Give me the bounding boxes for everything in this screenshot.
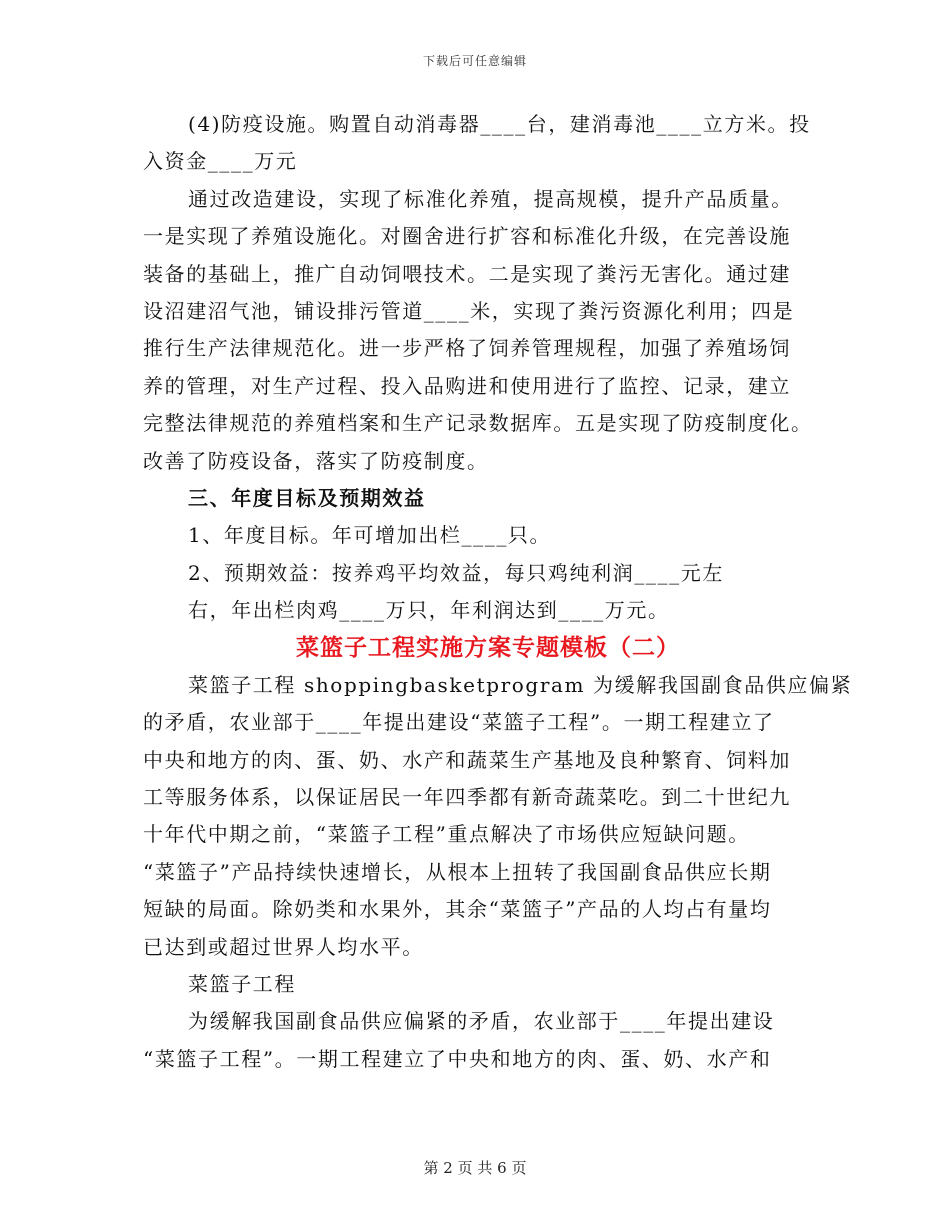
paragraph-1-line: 装备的基础上，推广自动饲喂技术。二是实现了粪污无害化。通过建 bbox=[143, 261, 791, 286]
page-footer: 第 2 页 共 6 页 bbox=[423, 1159, 527, 1177]
paragraph-2-line: “菜篮子”产品持续快速增长，从根本上扭转了我国副食品供应长期 bbox=[143, 859, 772, 884]
paragraph-3-line: 为缓解我国副食品供应偏紧的矛盾，农业部于____年提出建设 bbox=[188, 1009, 775, 1034]
page-header: 下载后可任意编辑 bbox=[422, 54, 527, 68]
document-body bbox=[143, 106, 853, 1078]
paragraph-1-line: 通过改造建设，实现了标准化养殖，提高规模，提升产品质量。 bbox=[188, 186, 793, 211]
paragraph-1-line: 一是实现了养殖设施化。对圈舍进行扩容和标准化升级，在完善设施 bbox=[143, 224, 791, 249]
paragraph-2-line: 短缺的局面。除奶类和水果外，其余“菜篮子”产品的人均占有量均 bbox=[143, 897, 772, 922]
paragraph-2-line: 菜篮子工程 shoppingbasketprogram 为缓解我国副食品供应偏紧 bbox=[188, 672, 853, 697]
paragraph-2-line: 十年代中期之前，“菜篮子工程”重点解决了市场供应短缺问题。 bbox=[143, 822, 750, 847]
subheading: 菜篮子工程 bbox=[188, 971, 296, 996]
section-title: 菜篮子工程实施方案专题模板（二） bbox=[296, 634, 680, 662]
paragraph-1-line: 推行生产法律规范化。进一步严格了饲养管理规程，加强了养殖场饲 bbox=[143, 336, 791, 361]
paragraph-1-line: 改善了防疫设备，落实了防疫制度。 bbox=[143, 448, 489, 473]
annual-goal-item: 1、年度目标。年可增加出栏____只。 bbox=[188, 523, 552, 548]
paragraph-2-line: 的矛盾，农业部于____年提出建设“菜篮子工程”。一期工程建立了 bbox=[143, 710, 775, 735]
paragraph-2-line: 已达到或超过世界人均水平。 bbox=[143, 934, 424, 959]
paragraph-3-line: “菜篮子工程”。一期工程建立了中央和地方的肉、蛋、奶、水产和 bbox=[143, 1046, 772, 1071]
expected-benefit-line-2: 右，年出栏肉鸡____万只，年利润达到____万元。 bbox=[188, 598, 670, 623]
expected-benefit-line-1: 2、预期效益：按养鸡平均效益，每只鸡纯利润____元左 bbox=[188, 560, 724, 585]
paragraph-1-line: 养的管理，对生产过程、投入品购进和使用进行了监控、记录，建立 bbox=[143, 373, 791, 398]
section-heading-3: 三、年度目标及预期效益 bbox=[188, 485, 426, 510]
item4-line-1: (4)防疫设施。购置自动消毒器____台，建消毒池____立方米。投 bbox=[188, 112, 811, 136]
paragraph-1-line: 完整法律规范的养殖档案和生产记录数据库。五是实现了防疫制度化。 bbox=[143, 411, 813, 436]
item4-line-2: 入资金____万元 bbox=[143, 149, 298, 174]
paragraph-2-line: 工等服务体系，以保证居民一年四季都有新奇蔬菜吃。到二十世纪九 bbox=[143, 785, 791, 810]
paragraph-2-line: 中央和地方的肉、蛋、奶、水产和蔬菜生产基地及良种繁育、饲料加 bbox=[143, 747, 791, 772]
paragraph-1-line: 设沼建沼气池，铺设排污管道____米，实现了粪污资源化利用；四是 bbox=[143, 298, 795, 323]
